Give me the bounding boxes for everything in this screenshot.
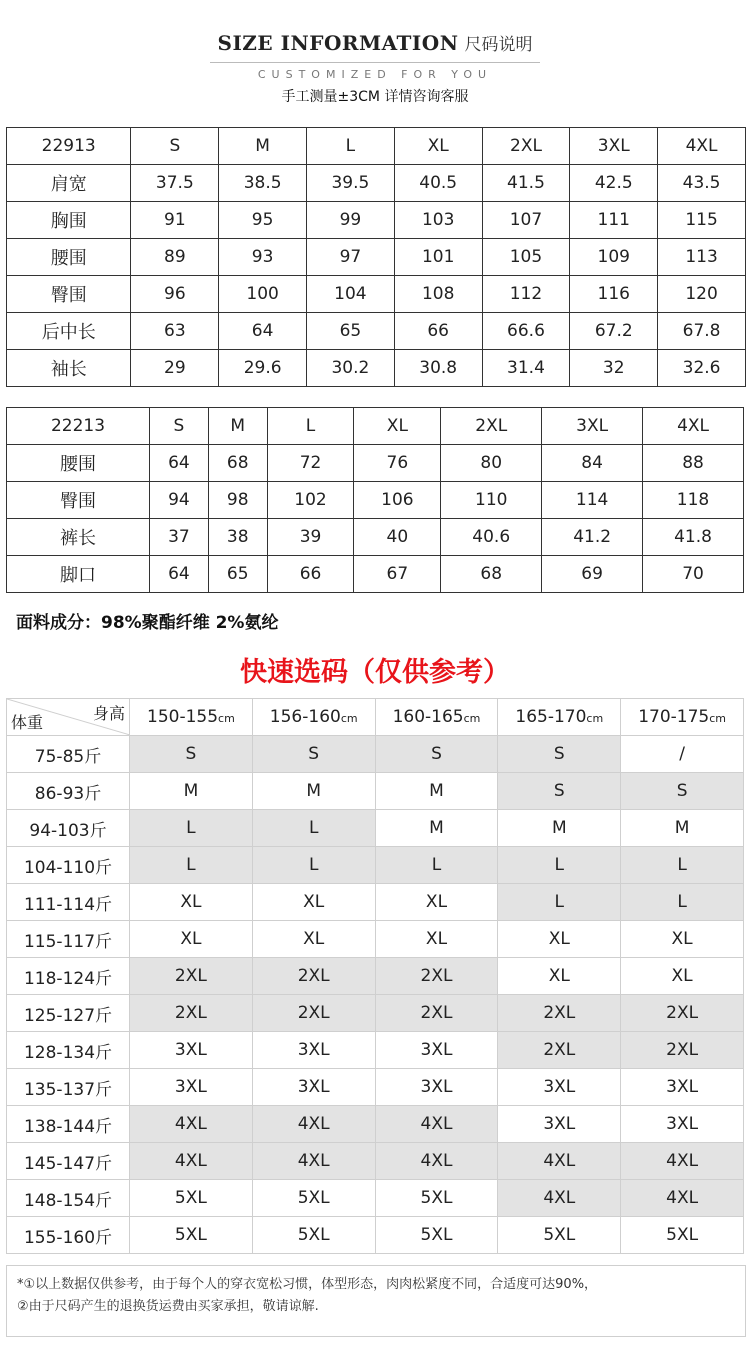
measure-value: 67: [354, 556, 441, 593]
height-range: 150-155: [147, 707, 219, 727]
measure-value: 40.5: [394, 165, 482, 202]
height-unit: cm: [586, 712, 604, 725]
measure-value: 68: [441, 556, 542, 593]
weight-row: [7, 1180, 744, 1217]
measure-value: 93: [219, 239, 307, 276]
measure-row: [7, 165, 746, 202]
size-pick-cell: 5XL: [498, 1217, 621, 1254]
measure-value: 115: [658, 202, 746, 239]
top-size-table: [6, 127, 746, 387]
weight-label: 145-147斤: [7, 1143, 130, 1180]
weight-row: [7, 921, 744, 958]
measure-value: 64: [150, 445, 209, 482]
measure-value: 69: [542, 556, 643, 593]
size-pick-cell: L: [621, 847, 744, 884]
size-pick-cell: M: [498, 810, 621, 847]
size-header: 2XL: [441, 408, 542, 445]
weight-row: [7, 736, 744, 773]
height-range: 156-160: [269, 707, 341, 727]
weight-row: [7, 1106, 744, 1143]
measure-value: 37.5: [131, 165, 219, 202]
header-row: [7, 408, 744, 445]
style-number: 22213: [7, 408, 150, 445]
size-pick-cell: 3XL: [130, 1032, 253, 1069]
size-pick-cell: XL: [375, 884, 498, 921]
weight-label: 135-137斤: [7, 1069, 130, 1106]
size-header: 4XL: [643, 408, 744, 445]
pants-size-table: [6, 407, 744, 593]
measure-row: [7, 202, 746, 239]
size-pick-cell: XL: [621, 958, 744, 995]
height-unit: cm: [340, 712, 358, 725]
size-header: 3XL: [542, 408, 643, 445]
height-unit: cm: [709, 712, 726, 725]
measure-row: [7, 313, 746, 350]
size-header: 2XL: [482, 128, 570, 165]
size-pick-cell: M: [375, 773, 498, 810]
measure-value: 106: [354, 482, 441, 519]
measure-value: 84: [542, 445, 643, 482]
measure-value: 67.2: [570, 313, 658, 350]
measure-value: 40: [354, 519, 441, 556]
measure-value: 64: [150, 556, 209, 593]
size-pick-cell: 3XL: [621, 1069, 744, 1106]
size-pick-cell: S: [130, 736, 253, 773]
quick-pick-title: 快速选码（仅供参考）: [240, 657, 510, 688]
measure-row: [7, 482, 744, 519]
measure-value: 64: [219, 313, 307, 350]
measure-value: 40.6: [441, 519, 542, 556]
size-pick-cell: 4XL: [130, 1143, 253, 1180]
size-pick-cell: 2XL: [621, 1032, 744, 1069]
height-range: 170-175: [638, 707, 710, 727]
size-pick-cell: 3XL: [375, 1032, 498, 1069]
size-pick-cell: 4XL: [375, 1106, 498, 1143]
size-pick-cell: 4XL: [621, 1143, 744, 1180]
measure-value: 39.5: [307, 165, 395, 202]
height-header: [252, 699, 375, 736]
title-divider: [210, 62, 540, 63]
measure-value: 41.8: [643, 519, 744, 556]
measure-label: 腰围: [7, 445, 150, 482]
height-range: 160-165: [392, 707, 464, 727]
size-pick-cell: 2XL: [130, 958, 253, 995]
size-header: XL: [394, 128, 482, 165]
size-pick-cell: 2XL: [621, 995, 744, 1032]
header-row: [7, 128, 746, 165]
weight-label: 111-114斤: [7, 884, 130, 921]
measure-value: 103: [394, 202, 482, 239]
height-header-row: [7, 699, 744, 736]
weight-row: [7, 884, 744, 921]
weight-row: [7, 995, 744, 1032]
measure-value: 102: [267, 482, 354, 519]
measure-value: 32: [570, 350, 658, 387]
size-pick-cell: 3XL: [252, 1032, 375, 1069]
measure-value: 67.8: [658, 313, 746, 350]
measure-value: 101: [394, 239, 482, 276]
corner-cell: [7, 699, 130, 736]
measure-row: [7, 556, 744, 593]
measure-label: 腰围: [7, 239, 131, 276]
measure-value: 109: [570, 239, 658, 276]
size-pick-cell: S: [375, 736, 498, 773]
size-pick-cell: L: [252, 847, 375, 884]
footnotes: [6, 1265, 746, 1337]
measure-value: 111: [570, 202, 658, 239]
style-number: 22913: [7, 128, 131, 165]
measure-value: 39: [267, 519, 354, 556]
size-pick-cell: 3XL: [621, 1106, 744, 1143]
size-pick-cell: L: [621, 884, 744, 921]
size-header: M: [208, 408, 267, 445]
height-header: [130, 699, 253, 736]
measure-label: 肩宽: [7, 165, 131, 202]
weight-row: [7, 1143, 744, 1180]
measure-value: 80: [441, 445, 542, 482]
measure-label: 臀围: [7, 482, 150, 519]
size-pick-cell: M: [375, 810, 498, 847]
weight-label: 94-103斤: [7, 810, 130, 847]
size-pick-cell: 5XL: [252, 1180, 375, 1217]
size-pick-cell: 5XL: [130, 1217, 253, 1254]
measure-value: 114: [542, 482, 643, 519]
measure-value: 120: [658, 276, 746, 313]
weight-row: [7, 958, 744, 995]
measure-label: 胸围: [7, 202, 131, 239]
height-header: [621, 699, 744, 736]
title-en: SIZE INFORMATION: [217, 31, 459, 55]
measure-label: 臀围: [7, 276, 131, 313]
size-pick-cell: 2XL: [252, 958, 375, 995]
weight-row: [7, 773, 744, 810]
measure-value: 38.5: [219, 165, 307, 202]
size-pick-cell: 2XL: [130, 995, 253, 1032]
size-pick-cell: 4XL: [130, 1106, 253, 1143]
corner-height-label: 身高: [92, 704, 125, 723]
size-pick-cell: 2XL: [252, 995, 375, 1032]
measure-value: 110: [441, 482, 542, 519]
measure-value: 96: [131, 276, 219, 313]
measure-value: 76: [354, 445, 441, 482]
size-pick-cell: L: [375, 847, 498, 884]
measure-value: 65: [208, 556, 267, 593]
quick-size-table: [6, 698, 744, 1254]
measure-label: 裤长: [7, 519, 150, 556]
measure-value: 65: [307, 313, 395, 350]
measure-value: 41.5: [482, 165, 570, 202]
measure-value: 98: [208, 482, 267, 519]
measure-value: 63: [131, 313, 219, 350]
footnote-2: ②由于尺码产生的退换货运费由买家承担，敬请谅解.: [17, 1299, 319, 1314]
size-pick-cell: M: [130, 773, 253, 810]
weight-row: [7, 1069, 744, 1106]
size-pick-cell: 5XL: [375, 1180, 498, 1217]
measure-value: 104: [307, 276, 395, 313]
measure-value: 94: [150, 482, 209, 519]
corner-wrap: [7, 699, 129, 735]
size-pick-cell: 3XL: [375, 1069, 498, 1106]
weight-row: [7, 1032, 744, 1069]
weight-row: [7, 810, 744, 847]
size-pick-cell: L: [498, 847, 621, 884]
measure-value: 72: [267, 445, 354, 482]
size-header: S: [150, 408, 209, 445]
size-pick-cell: XL: [375, 921, 498, 958]
size-pick-cell: 2XL: [375, 995, 498, 1032]
size-pick-cell: L: [130, 847, 253, 884]
size-pick-cell: 5XL: [375, 1217, 498, 1254]
height-range: 165-170: [515, 707, 587, 727]
weight-label: 148-154斤: [7, 1180, 130, 1217]
measure-row: [7, 350, 746, 387]
weight-label: 128-134斤: [7, 1032, 130, 1069]
fabric-composition: 面料成分：98%聚酯纤维 2%氨纶: [16, 613, 279, 633]
size-info-header: [0, 0, 750, 110]
size-pick-cell: M: [252, 773, 375, 810]
size-pick-cell: 3XL: [252, 1069, 375, 1106]
measure-value: 68: [208, 445, 267, 482]
size-header: 4XL: [658, 128, 746, 165]
height-unit: cm: [218, 712, 235, 725]
height-header: [498, 699, 621, 736]
size-pick-cell: 4XL: [498, 1143, 621, 1180]
size-pick-cell: 3XL: [498, 1106, 621, 1143]
corner-weight-label: 体重: [11, 713, 44, 732]
measure-value: 112: [482, 276, 570, 313]
measure-row: [7, 445, 744, 482]
size-pick-cell: 2XL: [498, 995, 621, 1032]
measure-value: 41.2: [542, 519, 643, 556]
measure-value: 70: [643, 556, 744, 593]
measure-value: 43.5: [658, 165, 746, 202]
measure-value: 66: [394, 313, 482, 350]
size-header: XL: [354, 408, 441, 445]
height-unit: cm: [463, 712, 481, 725]
size-header: L: [267, 408, 354, 445]
size-pick-cell: XL: [130, 921, 253, 958]
size-pick-cell: 4XL: [621, 1180, 744, 1217]
measure-value: 118: [643, 482, 744, 519]
weight-row: [7, 1217, 744, 1254]
size-pick-cell: M: [621, 810, 744, 847]
size-header: L: [307, 128, 395, 165]
footnote-1: *①以上数据仅供参考，由于每个人的穿衣宽松习惯，体型形态，肉肉松紧度不同，合适度可达90%，: [17, 1277, 598, 1292]
measure-label: 袖长: [7, 350, 131, 387]
measure-value: 42.5: [570, 165, 658, 202]
size-pick-cell: 2XL: [375, 958, 498, 995]
size-pick-cell: L: [130, 810, 253, 847]
measure-label: 后中长: [7, 313, 131, 350]
size-pick-cell: L: [252, 810, 375, 847]
size-header: 3XL: [570, 128, 658, 165]
size-pick-cell: L: [498, 884, 621, 921]
weight-label: 104-110斤: [7, 847, 130, 884]
weight-label: 138-144斤: [7, 1106, 130, 1143]
size-pick-cell: 4XL: [252, 1143, 375, 1180]
size-pick-cell: XL: [252, 884, 375, 921]
size-pick-cell: 5XL: [252, 1217, 375, 1254]
measure-row: [7, 519, 744, 556]
measure-value: 99: [307, 202, 395, 239]
size-pick-cell: 2XL: [498, 1032, 621, 1069]
measure-value: 66: [267, 556, 354, 593]
weight-label: 75-85斤: [7, 736, 130, 773]
size-header: M: [219, 128, 307, 165]
measure-value: 105: [482, 239, 570, 276]
measure-value: 29.6: [219, 350, 307, 387]
size-pick-cell: XL: [252, 921, 375, 958]
size-pick-cell: XL: [498, 921, 621, 958]
measure-value: 100: [219, 276, 307, 313]
weight-label: 125-127斤: [7, 995, 130, 1032]
weight-label: 155-160斤: [7, 1217, 130, 1254]
measure-value: 31.4: [482, 350, 570, 387]
measure-value: 89: [131, 239, 219, 276]
measure-value: 113: [658, 239, 746, 276]
measure-value: 91: [131, 202, 219, 239]
size-pick-cell: S: [252, 736, 375, 773]
measure-value: 30.2: [307, 350, 395, 387]
measure-note: 手工测量±3CM 详情咨询客服: [281, 89, 469, 105]
measure-value: 29: [131, 350, 219, 387]
size-pick-cell: S: [621, 773, 744, 810]
subtitle: CUSTOMIZED FOR YOU: [257, 68, 493, 81]
weight-row: [7, 847, 744, 884]
height-header: [375, 699, 498, 736]
weight-label: 86-93斤: [7, 773, 130, 810]
measure-value: 37: [150, 519, 209, 556]
title-cn: 尺码说明: [464, 35, 533, 55]
size-pick-cell: S: [498, 736, 621, 773]
size-pick-cell: XL: [498, 958, 621, 995]
size-pick-cell: /: [621, 736, 744, 773]
measure-value: 116: [570, 276, 658, 313]
weight-label: 118-124斤: [7, 958, 130, 995]
size-pick-cell: 3XL: [498, 1069, 621, 1106]
measure-row: [7, 239, 746, 276]
measure-value: 97: [307, 239, 395, 276]
size-pick-cell: XL: [130, 884, 253, 921]
measure-value: 38: [208, 519, 267, 556]
measure-value: 66.6: [482, 313, 570, 350]
measure-value: 30.8: [394, 350, 482, 387]
measure-value: 88: [643, 445, 744, 482]
measure-value: 32.6: [658, 350, 746, 387]
size-pick-cell: 3XL: [130, 1069, 253, 1106]
measure-value: 95: [219, 202, 307, 239]
size-pick-cell: 5XL: [621, 1217, 744, 1254]
measure-value: 108: [394, 276, 482, 313]
measure-value: 107: [482, 202, 570, 239]
measure-row: [7, 276, 746, 313]
page-title: [0, 30, 750, 55]
size-pick-cell: 4XL: [375, 1143, 498, 1180]
size-pick-cell: 4XL: [252, 1106, 375, 1143]
size-pick-cell: 4XL: [498, 1180, 621, 1217]
weight-label: 115-117斤: [7, 921, 130, 958]
size-header: S: [131, 128, 219, 165]
size-pick-cell: S: [498, 773, 621, 810]
size-pick-cell: XL: [621, 921, 744, 958]
size-pick-cell: 5XL: [130, 1180, 253, 1217]
measure-label: 脚口: [7, 556, 150, 593]
